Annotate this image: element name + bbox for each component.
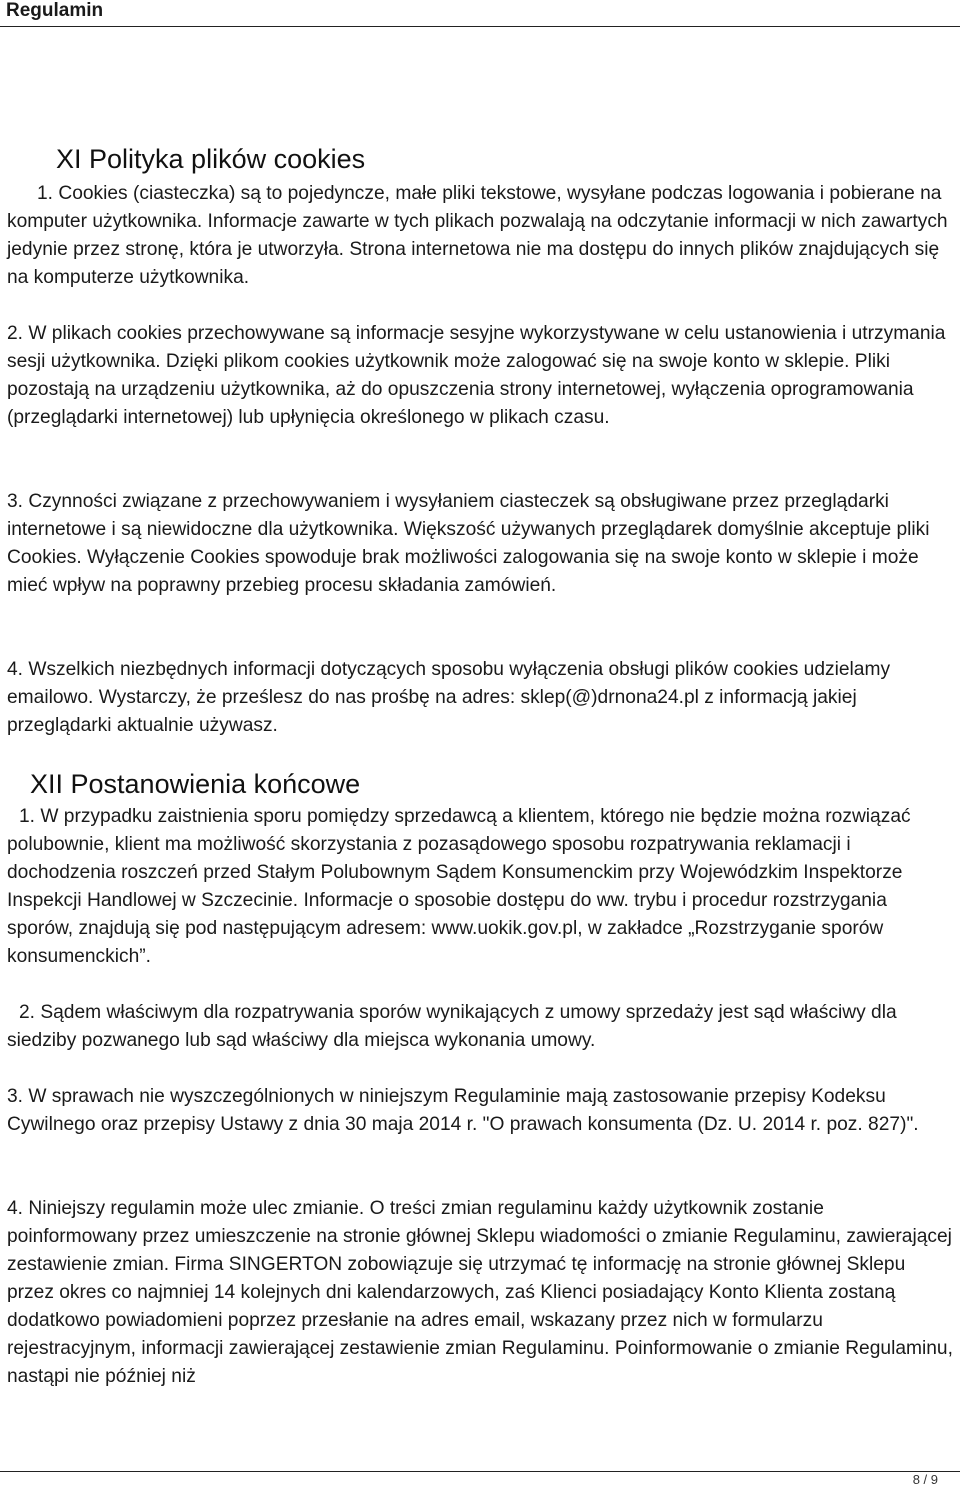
footer-divider <box>0 1471 960 1472</box>
cookies-paragraph-1: 1. Cookies (ciasteczka) są to pojedyncze, małe pliki tekstowe, wysyłane podczas logowania i pobierane na komputer użytkownika. Informacje zawarte w tych plikach pozwalają na odczytanie informacji w nich zawartych jedynie przez stronę, która je utworzyła. Strona internetowa nie ma dostępu do innych plików znajdujących się na komputerze użytkownika. <box>7 183 948 288</box>
cookies-paragraph-3: 3. Czynności związane z przechowywaniem i wysyłaniem ciasteczek są obsługiwane przez przeglądarki internetowe i są niewidoczne dla użytkownika. Większość używanych przeglądarek domyślnie akceptuje pliki Cookies. Wyłączenie Cookies spowoduje brak możliwości zalogowania się na swoje konto w sklepie i może mieć wpływ na poprawny przebieg procesu składania zamówień. <box>7 491 930 596</box>
cookies-paragraph-2: 2. W plikach cookies przechowywane są informacje sesyjne wykorzystywane w celu ustanowienia i utrzymania sesji użytkownika. Dzięki plikom cookies użytkownik może zalogować się na swoje konto w sklepie. Pliki pozostają na urządzeniu użytkownika, aż do opuszczenia strony internetowej, wyłączenia oprogramowania (przeglądarki internetowej) lub upłynięcia określonego w plikach czasu. <box>7 323 946 428</box>
final-paragraph-2: 2. Sądem właściwym dla rozpatrywania sporów wynikających z umowy sprzedaży jest sąd właściwy dla siedziby pozwanego lub sąd właściwy dla miejsca wykonania umowy. <box>7 1002 897 1051</box>
section-heading-cookies: XI Polityka plików cookies <box>56 144 366 174</box>
section-heading-final: XII Postanowienia końcowe <box>30 769 361 799</box>
final-paragraph-3: 3. W sprawach nie wyszczególnionych w niniejszym Regulaminie mają zastosowanie przepisy Kodeksu Cywilnego oraz przepisy Ustawy z dnia 30 maja 2014 r. "O prawach konsumenta (Dz. U. 2014 r. poz. 827)". <box>7 1086 919 1135</box>
final-paragraph-4: 4. Niniejszy regulamin może ulec zmianie. O treści zmian regulaminu każdy użytkownik zostanie poinformowany przez umieszczenie na stronie głównej Sklepu wiadomości o zmianie Regulaminu, zawierającej zestawienie zmian. Firma SINGERTON zobowiązuje się utrzymać tę informację na stronie głównej Sklepu przez okres co najmniej 14 kolejnych dni kalendarzowych, zaś Klienci posiadający Konto Klienta zostaną dodatkowo powiadomieni poprzez przesłanie na adres email, wskazany przez nich w formularzu rejestracyjnym, informacji zawierającej zestawienie zmian Regulaminu. Poinformowanie o zmianie Regulaminu, nastąpi nie później niż <box>7 1198 953 1387</box>
document-title: Regulamin <box>6 0 104 21</box>
header-divider <box>0 26 960 27</box>
final-paragraph-1: 1. W przypadku zaistnienia sporu pomiędzy sprzedawcą a klientem, którego nie będzie można rozwiązać polubownie, klient ma możliwość skorzystania z pozasądowego sposobu rozpatrywania reklamacji i dochodzenia roszczeń przed Stałym Polubownym Sądem Konsumenckim przy Wojewódzkim Inspektorze Inspekcji Handlowej w Szczecinie. Informacje o sposobie dostępu do ww. trybu i procedur rozstrzygania sporów, znajdują się pod następującym adresem: www.uokik.gov.pl, w zakładce „Rozstrzyganie sporów konsumenckich”. <box>7 806 911 967</box>
document-header <box>0 0 960 27</box>
page-number: 8 / 9 <box>912 1472 938 1487</box>
cookies-paragraph-4: 4. Wszelkich niezbędnych informacji dotyczących sposobu wyłączenia obsługi plików cookies udzielamy emailowo. Wystarczy, że prześlesz do nas prośbę na adres: sklep(@)drnona24.pl z informacją jakiej przeglądarki aktualnie używasz. <box>7 659 891 736</box>
